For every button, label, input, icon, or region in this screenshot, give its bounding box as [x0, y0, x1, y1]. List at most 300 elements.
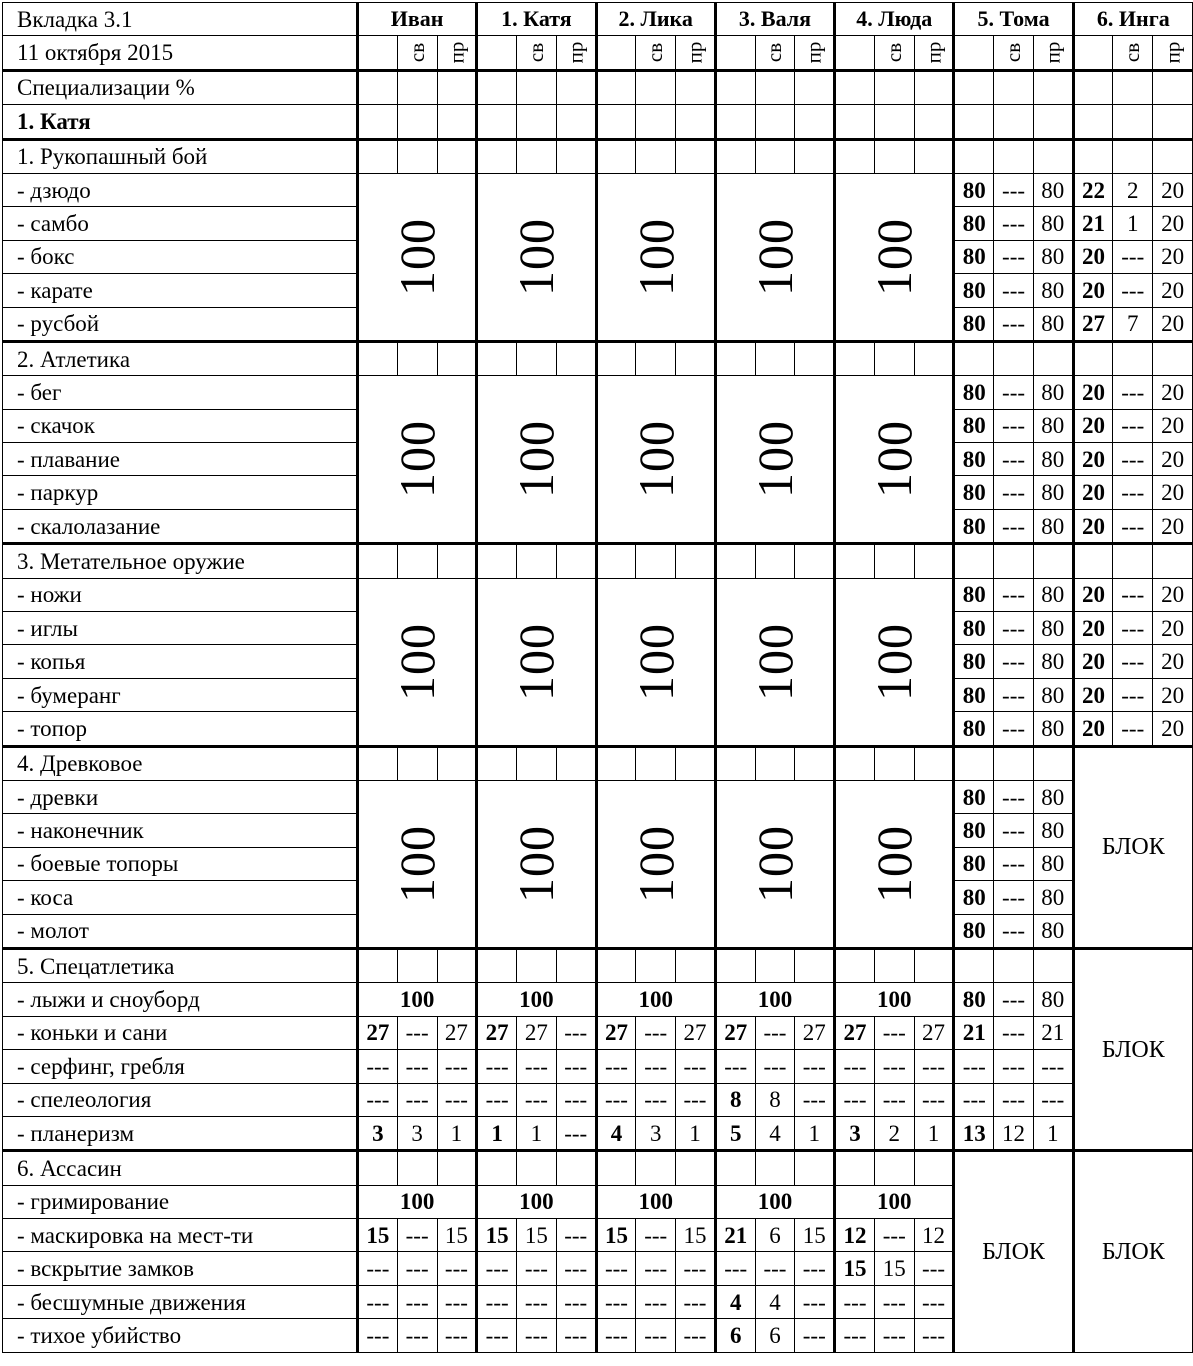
value-cell-toma: 80: [954, 914, 994, 948]
value-cell: 100: [477, 1185, 596, 1218]
value-cell-toma: ---: [994, 207, 1034, 240]
item-label: - молот: [3, 914, 358, 948]
person-name: 1. Катя: [477, 3, 596, 36]
empty-cell: [1113, 544, 1153, 578]
value-cell-toma: 80: [954, 307, 994, 341]
empty-cell: [1113, 105, 1153, 139]
value-cell-inga: 20: [1153, 645, 1193, 678]
item-label: - скачок: [3, 409, 358, 442]
value-cell-inga: 20: [1153, 409, 1193, 442]
value-cell-inga: 20: [1153, 207, 1193, 240]
empty-cell: [1073, 105, 1113, 139]
empty-cell: [477, 746, 517, 780]
value-cell: 1: [795, 1116, 835, 1150]
empty-cell: [835, 746, 875, 780]
sub-label-text: св: [1001, 42, 1026, 63]
value-cell-toma: ---: [994, 983, 1034, 1016]
person-name: 5. Тома: [954, 3, 1073, 36]
empty-cell: [556, 139, 596, 173]
empty-cell: [676, 544, 716, 578]
empty-cell: [556, 1151, 596, 1185]
value-cell-toma: ---: [994, 712, 1034, 746]
value-cell-toma: 80: [1033, 914, 1073, 948]
empty-cell: [914, 1151, 954, 1185]
empty-cell: [397, 746, 437, 780]
empty-cell: [596, 105, 636, 139]
empty-cell: [954, 746, 994, 780]
value-cell: ---: [914, 1050, 954, 1083]
empty-cell: [874, 105, 914, 139]
value-cell: ---: [397, 1319, 437, 1352]
value-cell: ---: [437, 1319, 477, 1352]
section-header-row: [3, 948, 1193, 982]
value-cell: ---: [795, 1050, 835, 1083]
value-cell: ---: [517, 1319, 557, 1352]
empty-cell: [1153, 139, 1193, 173]
merged-value-text: 100: [389, 824, 446, 903]
value-cell-toma: ---: [994, 476, 1034, 509]
value-cell: 15: [676, 1219, 716, 1252]
value-cell-inga: ---: [1113, 409, 1153, 442]
value-cell-toma: ---: [994, 1050, 1034, 1083]
value-cell-toma: ---: [994, 307, 1034, 341]
value-cell: 100: [835, 983, 954, 1016]
value-cell-toma: 80: [954, 847, 994, 880]
value-cell-toma: 21: [954, 1016, 994, 1049]
empty-cell: [1113, 341, 1153, 375]
block-cell-inga: БЛОК: [1073, 746, 1192, 948]
value-cell-toma: ---: [994, 443, 1034, 476]
empty-cell: [874, 139, 914, 173]
value-cell: ---: [636, 1252, 676, 1285]
empty-cell: [437, 746, 477, 780]
empty-cell: [437, 341, 477, 375]
empty-cell: [358, 105, 398, 139]
empty-cell: [596, 544, 636, 578]
specializations-table: [2, 2, 1193, 1353]
value-cell-toma: 80: [1033, 780, 1073, 813]
section-title: 3. Метательное оружие: [3, 544, 358, 578]
sub-label-sv: [397, 36, 437, 70]
empty-cell: [755, 105, 795, 139]
value-cell: ---: [795, 1083, 835, 1116]
value-cell-toma: 80: [1033, 847, 1073, 880]
value-cell-toma: ---: [994, 645, 1034, 678]
value-cell-toma: 80: [954, 173, 994, 206]
value-cell: ---: [795, 1285, 835, 1318]
merged-value-cell: [715, 578, 834, 746]
sub-label-pr: [1153, 36, 1193, 70]
empty-cell: [914, 341, 954, 375]
value-cell: ---: [636, 1016, 676, 1049]
empty-cell: [437, 105, 477, 139]
empty-cell: [1153, 105, 1193, 139]
blank-cell: [596, 36, 636, 70]
empty-cell: [1033, 341, 1073, 375]
merged-value-cell: [835, 578, 954, 746]
merged-value-text: 100: [627, 217, 684, 296]
value-cell-toma: ---: [994, 814, 1034, 847]
value-cell: 27: [596, 1016, 636, 1049]
merged-value-text: 100: [508, 420, 565, 499]
value-cell: ---: [676, 1285, 716, 1318]
sub-label-pr: [556, 36, 596, 70]
value-cell: ---: [556, 1219, 596, 1252]
value-cell: ---: [874, 1319, 914, 1352]
empty-cell: [954, 341, 994, 375]
value-cell: ---: [874, 1050, 914, 1083]
value-cell: 3: [397, 1116, 437, 1150]
empty-cell: [676, 105, 716, 139]
value-cell-toma: 80: [1033, 881, 1073, 914]
sub-label-sv: [874, 36, 914, 70]
value-cell-toma: ---: [994, 409, 1034, 442]
value-cell-inga: 20: [1153, 376, 1193, 409]
item-row: [3, 578, 1193, 611]
section-title: 4. Древковое: [3, 746, 358, 780]
empty-cell: [596, 1151, 636, 1185]
empty-cell: [517, 139, 557, 173]
value-cell-toma: 80: [954, 780, 994, 813]
empty-cell: [676, 70, 716, 104]
empty-cell: [596, 948, 636, 982]
value-cell: ---: [914, 1319, 954, 1352]
item-row: [3, 173, 1193, 206]
item-label: - скалолазание: [3, 509, 358, 543]
empty-cell: [715, 746, 755, 780]
value-cell: 4: [755, 1285, 795, 1318]
empty-cell: [874, 544, 914, 578]
empty-cell: [715, 948, 755, 982]
empty-cell: [596, 70, 636, 104]
value-cell-toma: 1: [1033, 1116, 1073, 1150]
empty-cell: [874, 948, 914, 982]
value-cell-toma: 80: [954, 881, 994, 914]
merged-value-cell: [477, 173, 596, 341]
value-cell-inga: ---: [1113, 443, 1153, 476]
empty-cell: [994, 105, 1034, 139]
merged-value-cell: [596, 376, 715, 544]
empty-cell: [994, 139, 1034, 173]
item-label: - копья: [3, 645, 358, 678]
value-cell-inga: 20: [1153, 678, 1193, 711]
value-cell-toma: 80: [954, 612, 994, 645]
section-title: 2. Атлетика: [3, 341, 358, 375]
merged-value-text: 100: [508, 824, 565, 903]
value-cell-toma: ---: [994, 881, 1034, 914]
empty-cell: [676, 341, 716, 375]
value-cell: ---: [437, 1252, 477, 1285]
empty-cell: [517, 544, 557, 578]
item-label: - карате: [3, 274, 358, 307]
value-cell-inga: ---: [1113, 376, 1153, 409]
empty-cell: [477, 544, 517, 578]
value-cell: ---: [556, 1116, 596, 1150]
value-cell-inga: 20: [1153, 173, 1193, 206]
item-label: - коньки и сани: [3, 1016, 358, 1049]
value-cell-inga: ---: [1113, 476, 1153, 509]
value-cell: ---: [676, 1319, 716, 1352]
value-cell-toma: 80: [1033, 443, 1073, 476]
empty-cell: [914, 544, 954, 578]
merged-value-cell: [835, 376, 954, 544]
value-cell: ---: [874, 1083, 914, 1116]
value-cell-toma: 80: [954, 678, 994, 711]
value-cell: ---: [477, 1050, 517, 1083]
empty-cell: [715, 105, 755, 139]
empty-cell: [715, 544, 755, 578]
value-cell-inga: 20: [1153, 712, 1193, 746]
empty-cell: [715, 341, 755, 375]
section-header-row: [3, 544, 1193, 578]
value-cell-inga: 20: [1153, 509, 1193, 543]
value-cell: ---: [795, 1252, 835, 1285]
item-label: - гримирование: [3, 1185, 358, 1218]
item-label: - ножи: [3, 578, 358, 611]
value-cell-inga: 20: [1073, 678, 1113, 711]
value-cell: ---: [477, 1319, 517, 1352]
value-cell: 27: [477, 1016, 517, 1049]
empty-cell: [437, 544, 477, 578]
empty-cell: [1033, 746, 1073, 780]
merged-value-text: 100: [627, 420, 684, 499]
empty-cell: [358, 544, 398, 578]
merged-value-cell: [596, 578, 715, 746]
value-cell: ---: [556, 1016, 596, 1049]
item-row: [3, 1050, 1193, 1083]
value-cell: ---: [397, 1252, 437, 1285]
item-row: [3, 376, 1193, 409]
blank-cell: [358, 36, 398, 70]
value-cell-toma: 80: [954, 240, 994, 273]
value-cell-toma: 80: [1033, 509, 1073, 543]
value-cell: 15: [477, 1219, 517, 1252]
value-cell: 3: [358, 1116, 398, 1150]
value-cell: ---: [556, 1050, 596, 1083]
empty-cell: [636, 544, 676, 578]
item-label: - топор: [3, 712, 358, 746]
value-cell: 15: [517, 1219, 557, 1252]
empty-cell: [1113, 139, 1153, 173]
empty-cell: [874, 746, 914, 780]
value-cell-toma: ---: [994, 509, 1034, 543]
value-cell-inga: 22: [1073, 173, 1113, 206]
empty-cell: [1153, 70, 1193, 104]
merged-value-text: 100: [746, 420, 803, 499]
merged-value-text: 100: [866, 622, 923, 701]
value-cell-toma: ---: [994, 173, 1034, 206]
item-label: - лыжи и сноуборд: [3, 983, 358, 1016]
value-cell: 15: [874, 1252, 914, 1285]
header-row-names: [3, 3, 1193, 36]
value-cell: 100: [596, 1185, 715, 1218]
block-cell-toma: БЛОК: [954, 1151, 1073, 1352]
item-label: - вскрытие замков: [3, 1252, 358, 1285]
sub-label-text: пр: [1040, 41, 1065, 64]
tab-label: Вкладка 3.1: [3, 3, 358, 36]
empty-cell: [874, 1151, 914, 1185]
empty-cell: [835, 105, 875, 139]
value-cell: ---: [556, 1319, 596, 1352]
value-cell-toma: 21: [1033, 1016, 1073, 1049]
empty-cell: [477, 948, 517, 982]
value-cell-inga: 20: [1153, 307, 1193, 341]
value-cell: ---: [676, 1050, 716, 1083]
value-cell-inga: ---: [1113, 578, 1153, 611]
value-cell-inga: ---: [1113, 274, 1153, 307]
value-cell-inga: 20: [1073, 612, 1113, 645]
empty-cell: [437, 1151, 477, 1185]
empty-cell: [795, 948, 835, 982]
empty-cell: [795, 1151, 835, 1185]
value-cell-toma: 80: [954, 443, 994, 476]
value-cell: ---: [437, 1083, 477, 1116]
value-cell-inga: 20: [1153, 274, 1193, 307]
block-cell-inga: БЛОК: [1073, 1151, 1192, 1352]
value-cell: 6: [715, 1319, 755, 1352]
sub-label-text: св: [404, 42, 429, 63]
value-cell: ---: [874, 1285, 914, 1318]
empty-cell: [795, 341, 835, 375]
value-cell-inga: 20: [1073, 240, 1113, 273]
value-cell-toma: 12: [994, 1116, 1034, 1150]
value-cell: ---: [437, 1050, 477, 1083]
value-cell-toma: 80: [1033, 578, 1073, 611]
value-cell-toma: ---: [994, 240, 1034, 273]
item-label: - самбо: [3, 207, 358, 240]
value-cell: ---: [795, 1319, 835, 1352]
merged-value-cell: [477, 376, 596, 544]
value-cell-toma: ---: [994, 612, 1034, 645]
empty-cell: [795, 544, 835, 578]
value-cell: 27: [517, 1016, 557, 1049]
item-row: [3, 1116, 1193, 1150]
empty-cell: [517, 105, 557, 139]
sub-label-text: св: [1120, 42, 1145, 63]
title-row-label: 1. Катя: [3, 105, 358, 139]
value-cell: ---: [874, 1219, 914, 1252]
value-cell-inga: 20: [1073, 376, 1113, 409]
empty-cell: [755, 1151, 795, 1185]
empty-cell: [556, 544, 596, 578]
value-cell: 1: [437, 1116, 477, 1150]
title-row: [3, 70, 1193, 104]
value-cell: 27: [715, 1016, 755, 1049]
value-cell: 3: [636, 1116, 676, 1150]
empty-cell: [437, 139, 477, 173]
value-cell: ---: [715, 1050, 755, 1083]
section-title: 5. Спецатлетика: [3, 948, 358, 982]
sub-label-pr: [676, 36, 716, 70]
value-cell-toma: ---: [954, 1050, 994, 1083]
sub-label-text: св: [523, 42, 548, 63]
empty-cell: [1073, 544, 1113, 578]
value-cell-inga: 1: [1113, 207, 1153, 240]
value-cell-toma: ---: [954, 1083, 994, 1116]
value-cell: ---: [517, 1252, 557, 1285]
value-cell-toma: 80: [954, 409, 994, 442]
merged-value-cell: [715, 173, 834, 341]
value-cell-toma: ---: [1033, 1050, 1073, 1083]
empty-cell: [954, 105, 994, 139]
empty-cell: [676, 746, 716, 780]
empty-cell: [358, 139, 398, 173]
item-label: - иглы: [3, 612, 358, 645]
value-cell-inga: 7: [1113, 307, 1153, 341]
sub-label-sv: [1113, 36, 1153, 70]
value-cell-inga: ---: [1113, 509, 1153, 543]
value-cell: ---: [477, 1252, 517, 1285]
value-cell-inga: 20: [1153, 612, 1193, 645]
empty-cell: [358, 341, 398, 375]
value-cell: ---: [517, 1083, 557, 1116]
value-cell-toma: 80: [1033, 409, 1073, 442]
item-label: - бокс: [3, 240, 358, 273]
value-cell: 4: [755, 1116, 795, 1150]
value-cell: 27: [835, 1016, 875, 1049]
empty-cell: [477, 341, 517, 375]
value-cell: 27: [358, 1016, 398, 1049]
merged-value-cell: [715, 376, 834, 544]
value-cell-toma: 80: [954, 274, 994, 307]
blank-cell: [1073, 36, 1113, 70]
merged-value-cell: [358, 578, 477, 746]
empty-cell: [517, 341, 557, 375]
merged-value-text: 100: [389, 217, 446, 296]
empty-cell: [835, 544, 875, 578]
value-cell-inga: ---: [1113, 678, 1153, 711]
empty-cell: [636, 746, 676, 780]
empty-cell: [755, 139, 795, 173]
value-cell-inga: 20: [1153, 443, 1193, 476]
value-cell-toma: 80: [1033, 274, 1073, 307]
sub-label-text: пр: [563, 41, 588, 64]
empty-cell: [835, 70, 875, 104]
merged-value-text: 100: [389, 420, 446, 499]
empty-cell: [914, 746, 954, 780]
value-cell: ---: [636, 1219, 676, 1252]
value-cell: ---: [517, 1285, 557, 1318]
merged-value-text: 100: [508, 217, 565, 296]
value-cell-toma: 80: [954, 509, 994, 543]
value-cell: 27: [676, 1016, 716, 1049]
value-cell: 5: [715, 1116, 755, 1150]
value-cell: 1: [914, 1116, 954, 1150]
block-cell-inga: БЛОК: [1073, 948, 1192, 1150]
value-cell-toma: ---: [994, 678, 1034, 711]
value-cell-inga: 20: [1073, 274, 1113, 307]
value-cell-toma: ---: [994, 780, 1034, 813]
value-cell: ---: [358, 1252, 398, 1285]
value-cell: ---: [397, 1285, 437, 1318]
sub-label-text: пр: [443, 41, 468, 64]
item-label: - бег: [3, 376, 358, 409]
empty-cell: [437, 70, 477, 104]
value-cell: ---: [477, 1083, 517, 1116]
value-cell-toma: ---: [994, 376, 1034, 409]
merged-value-text: 100: [866, 420, 923, 499]
empty-cell: [556, 746, 596, 780]
empty-cell: [676, 948, 716, 982]
empty-cell: [755, 746, 795, 780]
value-cell: ---: [835, 1319, 875, 1352]
item-label: - древки: [3, 780, 358, 813]
value-cell: ---: [358, 1285, 398, 1318]
value-cell-toma: 80: [1033, 207, 1073, 240]
value-cell: ---: [914, 1083, 954, 1116]
item-label: - плавание: [3, 443, 358, 476]
item-label: - планеризм: [3, 1116, 358, 1150]
